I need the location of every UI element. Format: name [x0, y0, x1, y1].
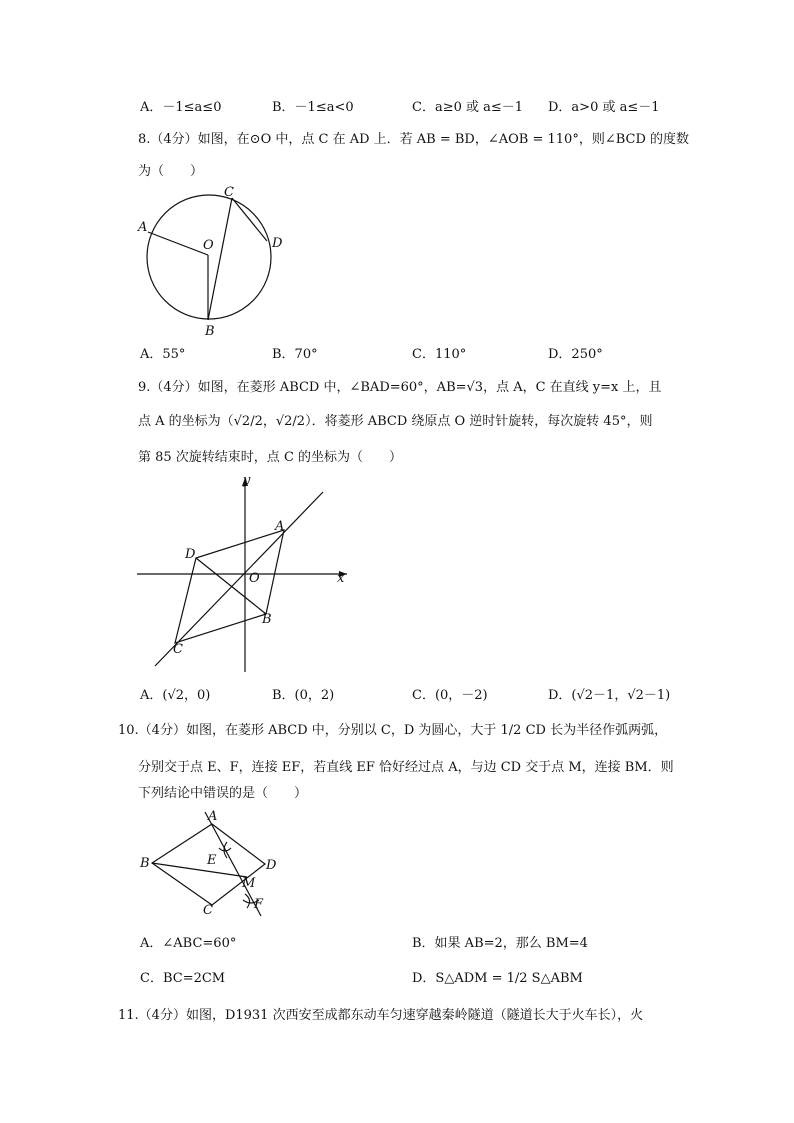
q8-label-b: B — [205, 324, 215, 339]
q9-label-b: B — [262, 612, 272, 627]
q10-option-a: A．∠ABC=60° — [140, 936, 237, 951]
q8-circle-figure — [135, 185, 295, 340]
q7-option-d: D．a>0 或 a≤－1 — [548, 100, 660, 115]
q8-label-o: O — [203, 238, 214, 253]
q8-option-c: C．110° — [412, 347, 467, 362]
q8-label-c: C — [224, 185, 234, 200]
q8-label-d: D — [272, 236, 283, 251]
q9-label-y: y — [243, 473, 251, 488]
q8-label-a: A — [138, 220, 148, 235]
q9-option-a: A．(√2，0) — [140, 688, 211, 703]
q7-option-b: B．－1≤a<0 — [272, 100, 354, 115]
q9-rhombus-figure — [135, 470, 355, 675]
q9-label-a: A — [275, 519, 285, 534]
q9-label-c: C — [173, 642, 183, 657]
q10-rhombus-figure — [135, 808, 285, 920]
q9-option-c: C．(0，－2) — [412, 688, 488, 703]
q11-stem-line1: 11.（4分）如图，D1931 次西安至成都东动车匀速穿越秦岭隧道（隧道长大于火车长），火 — [118, 1008, 644, 1023]
q9-stem-line1: 9.（4分）如图，在菱形 ABCD 中，∠BAD=60°，AB=√3，点 A，C 在直线 y=x 上，且 — [138, 380, 662, 395]
q8-option-b: B．70° — [272, 347, 318, 362]
q10-option-d: D．S△ADM = 1/2 S△ABM — [412, 971, 583, 986]
q7-option-c: C．a≥0 或 a≤－1 — [412, 100, 524, 115]
q8-stem-line2: 为（ ） — [138, 164, 204, 179]
q10-label-f: F — [254, 897, 264, 912]
q10-stem-line3: 下列结论中错误的是（ ） — [138, 786, 308, 801]
q8-stem-line1: 8.（4分）如图，在⊙O 中，点 C 在 AD 上．若 AB = BD，∠AOB = 110°，则∠BCD 的度数 — [138, 132, 690, 147]
q7-option-a: A．－1≤a≤0 — [140, 100, 222, 115]
q10-option-c: C．BC=2CM — [140, 971, 226, 986]
q9-label-o: O — [249, 571, 260, 586]
q9-option-d: D．(√2－1，√2－1) — [548, 688, 671, 703]
q9-stem-line2: 点 A 的坐标为（√2/2，√2/2）．将菱形 ABCD 绕原点 O 逆时针旋转，每次旋转 45°，则 — [138, 414, 653, 429]
q10-options-row1 — [0, 932, 794, 952]
q9-label-x: x — [337, 571, 345, 586]
q10-label-a: A — [208, 809, 218, 824]
q8-option-a: A．55° — [140, 347, 186, 362]
q10-label-b: B — [140, 856, 150, 871]
q10-label-m: M — [242, 876, 256, 891]
q10-label-c: C — [203, 903, 213, 918]
q10-stem-line1: 10.（4分）如图，在菱形 ABCD 中，分别以 C，D 为圆心，大于 1/2 CD 长为半径作弧两弧， — [118, 723, 668, 738]
q8-options — [0, 343, 794, 363]
q10-label-e: E — [207, 853, 217, 868]
q9-label-d: D — [185, 547, 196, 562]
q7-options — [0, 96, 794, 116]
q10-stem-line2: 分别交于点 E、F，连接 EF，若直线 EF 恰好经过点 A，与边 CD 交于点 M，连接 BM．则 — [138, 760, 674, 775]
q9-stem-line3: 第 85 次旋转结束时，点 C 的坐标为（ ） — [138, 450, 403, 465]
q10-label-d: D — [266, 858, 277, 873]
q9-option-b: B．(0，2) — [272, 688, 335, 703]
q10-options-row2 — [0, 967, 794, 987]
q9-options — [0, 684, 794, 704]
q10-option-b: B．如果 AB=2，那么 BM=4 — [412, 936, 588, 951]
q8-option-d: D．250° — [548, 347, 603, 362]
